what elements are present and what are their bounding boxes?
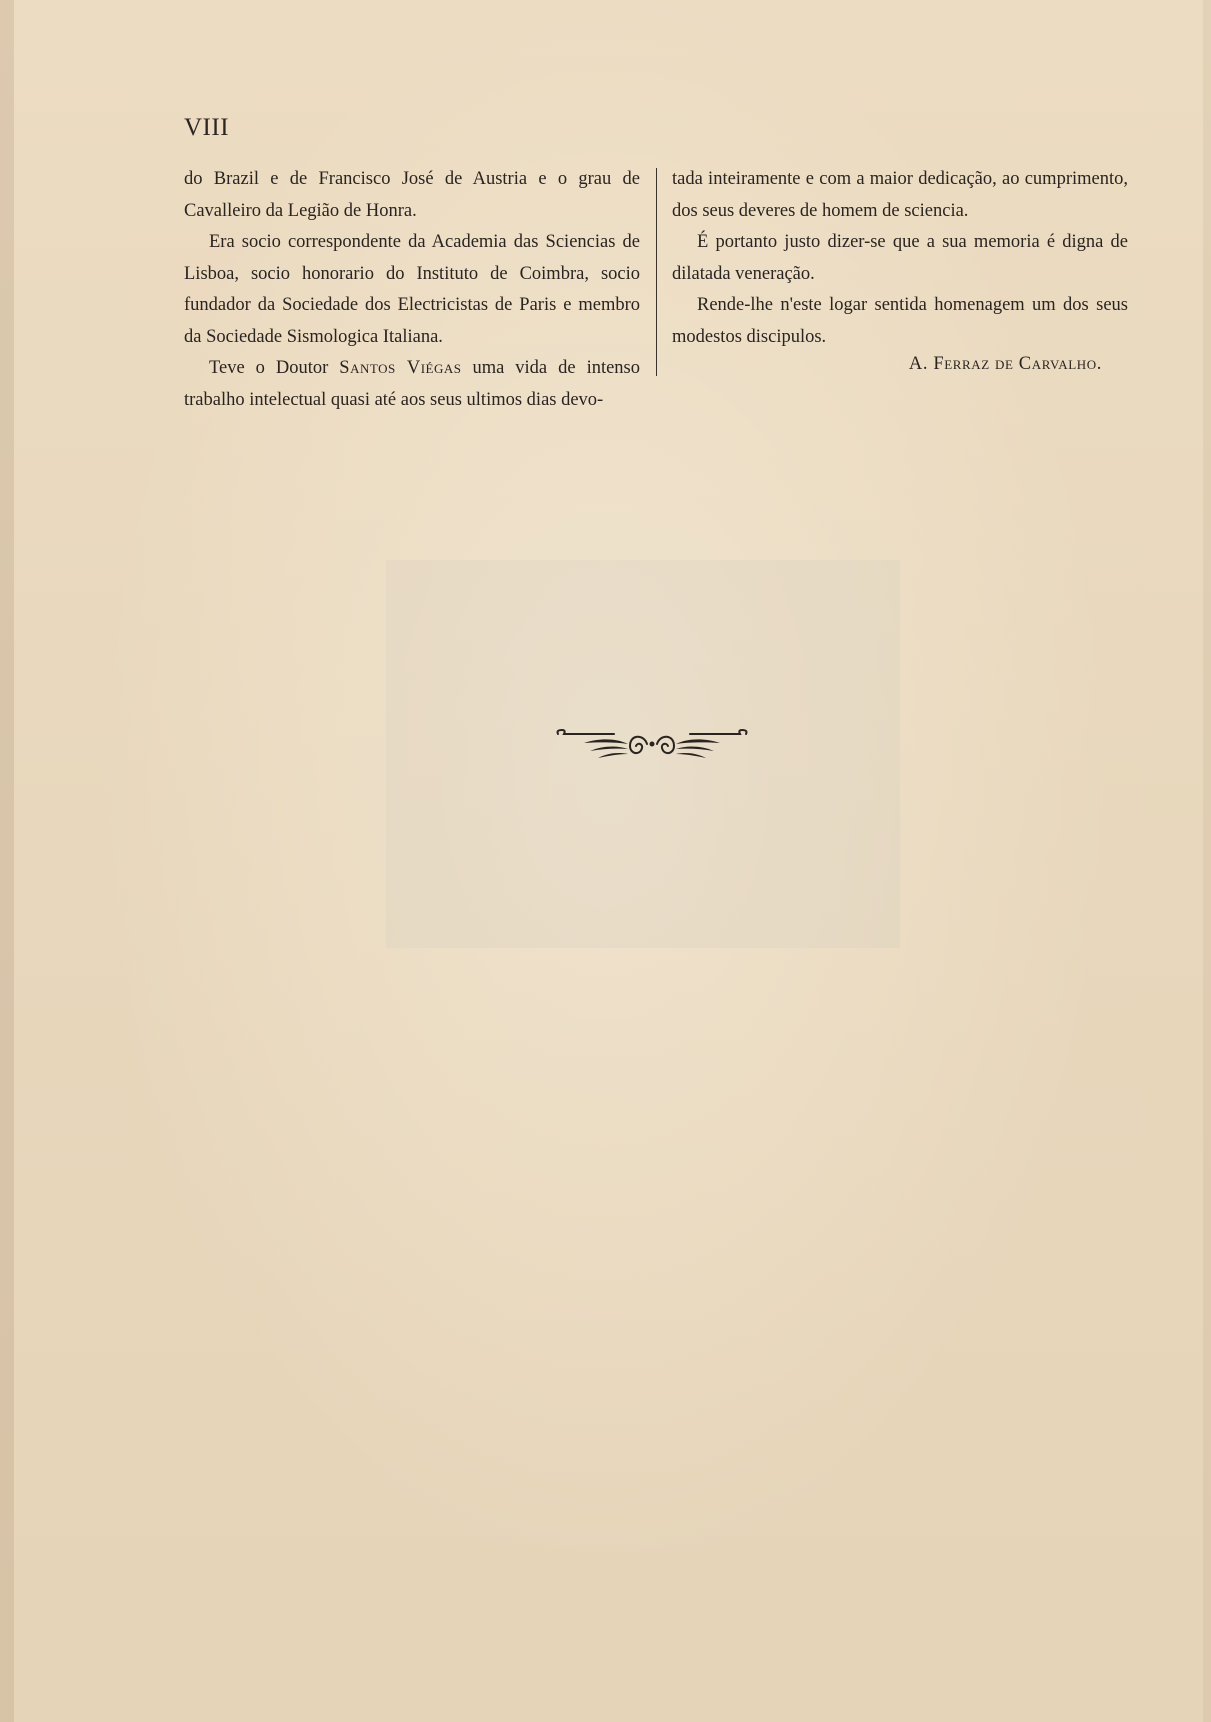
right-column [672, 164, 1128, 353]
left-column [184, 164, 640, 416]
fleuron-ornament-icon [554, 724, 750, 766]
right-paragraph-1: tada inteiramente e com a maior dedicação, ao cumprimento, dos seus deveres de homem de sciencia. [672, 169, 1128, 221]
left-paragraph-1: do Brazil e de Francisco José de Austria e o grau de Cavalleiro da Legião de Honra. [184, 169, 640, 221]
person-name: Santos Viégas [339, 358, 462, 378]
left-paragraph-2: Era socio correspondente da Academia das Sciencias de Lisboa, socio honorario do Instituto de Coimbra, socio fundador da Sociedade dos Electricistas de Paris e membro da Sociedade Sismologica Italiana. [184, 232, 640, 347]
column-divider [656, 168, 657, 376]
right-paragraph-2: É portanto justo dizer-se que a sua memoria é digna de dilatada veneração. [672, 232, 1128, 284]
left-paragraph-3 [184, 353, 640, 416]
right-paragraph-3: Rende-lhe n'este logar sentida homenagem um dos seus modestos discipulos. [672, 295, 1128, 347]
author-signature: A. Ferraz de Carvalho. [908, 354, 1102, 374]
page-number: VIII [184, 114, 230, 141]
left-paragraph-3-end: uma vida de intenso trabalho intelectual quasi até aos seus ultimos dias devo- [184, 358, 641, 410]
left-paragraph-3-start: Teve o Doutor [209, 358, 340, 378]
